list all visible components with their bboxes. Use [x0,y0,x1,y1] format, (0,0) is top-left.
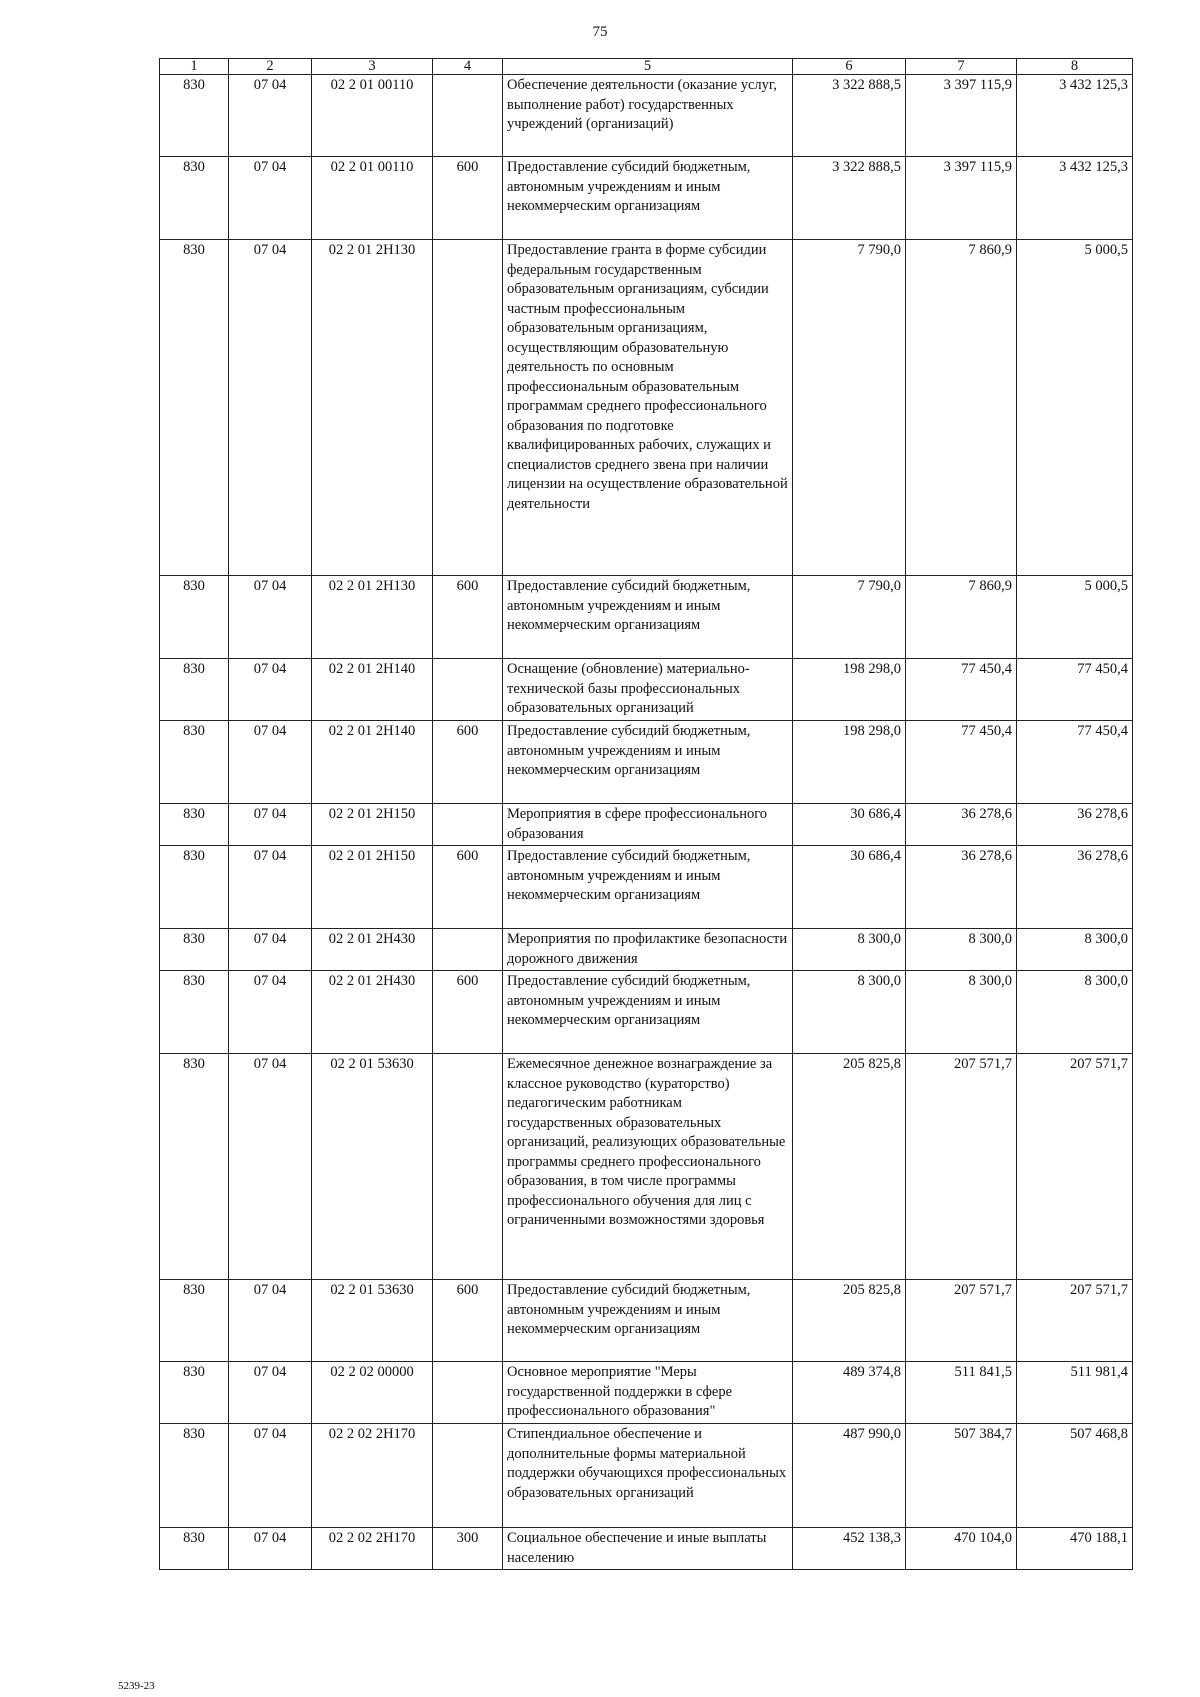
cell-section: 07 04 [229,929,312,971]
budget-table [159,58,1133,1570]
cell-amount-year2: 8 300,0 [906,971,1017,1054]
cell-amount-year1: 205 825,8 [793,1054,906,1280]
cell-admin-code: 830 [160,659,229,721]
cell-expense-type [433,659,503,721]
cell-description: Мероприятия в сфере профессионального образования [503,804,793,846]
cell-amount-year2: 3 397 115,9 [906,157,1017,240]
column-header: 6 [793,59,906,75]
table-row [160,1528,1133,1570]
cell-amount-year3: 470 188,1 [1017,1528,1133,1570]
table-row [160,576,1133,659]
cell-amount-year2: 36 278,6 [906,804,1017,846]
cell-amount-year1: 8 300,0 [793,971,906,1054]
cell-section: 07 04 [229,1362,312,1424]
table-row [160,1362,1133,1424]
cell-target-article: 02 2 01 2Н140 [312,659,433,721]
cell-amount-year2: 3 397 115,9 [906,75,1017,157]
cell-target-article: 02 2 01 2Н150 [312,846,433,929]
cell-amount-year3: 511 981,4 [1017,1362,1133,1424]
cell-amount-year3: 507 468,8 [1017,1424,1133,1528]
cell-description: Оснащение (обновление) материально-технической базы профессиональных образовательных организаций [503,659,793,721]
cell-section: 07 04 [229,1280,312,1362]
cell-expense-type [433,75,503,157]
cell-amount-year1: 30 686,4 [793,804,906,846]
cell-description: Предоставление субсидий бюджетным, автономным учреждениям и иным некоммерческим организациям [503,971,793,1054]
cell-amount-year3: 5 000,5 [1017,240,1133,576]
cell-amount-year3: 77 450,4 [1017,659,1133,721]
cell-amount-year2: 470 104,0 [906,1528,1017,1570]
cell-description: Стипендиальное обеспечение и дополнительные формы материальной поддержки обучающихся профессиональных образовательных организаций [503,1424,793,1528]
cell-amount-year2: 207 571,7 [906,1054,1017,1280]
cell-description: Предоставление субсидий бюджетным, автономным учреждениям и иным некоммерческим организациям [503,576,793,659]
cell-admin-code: 830 [160,1528,229,1570]
document-code: 5239-23 [118,1680,155,1692]
cell-amount-year2: 77 450,4 [906,721,1017,804]
cell-description: Обеспечение деятельности (оказание услуг, выполнение работ) государственных учреждений (организаций) [503,75,793,157]
cell-amount-year1: 198 298,0 [793,721,906,804]
cell-section: 07 04 [229,804,312,846]
cell-section: 07 04 [229,971,312,1054]
cell-amount-year1: 487 990,0 [793,1424,906,1528]
cell-expense-type [433,1424,503,1528]
cell-admin-code: 830 [160,1054,229,1280]
header-row [160,59,1133,75]
table-row [160,240,1133,576]
cell-expense-type [433,1054,503,1280]
cell-target-article: 02 2 02 2Н170 [312,1528,433,1570]
table-row [160,971,1133,1054]
cell-amount-year1: 30 686,4 [793,846,906,929]
cell-amount-year1: 205 825,8 [793,1280,906,1362]
cell-expense-type: 600 [433,971,503,1054]
cell-section: 07 04 [229,1054,312,1280]
cell-amount-year1: 8 300,0 [793,929,906,971]
cell-amount-year1: 3 322 888,5 [793,75,906,157]
cell-amount-year3: 77 450,4 [1017,721,1133,804]
cell-amount-year1: 3 322 888,5 [793,157,906,240]
cell-amount-year2: 7 860,9 [906,576,1017,659]
cell-description: Предоставление субсидий бюджетным, автономным учреждениям и иным некоммерческим организациям [503,846,793,929]
cell-amount-year1: 452 138,3 [793,1528,906,1570]
table-row [160,804,1133,846]
cell-amount-year3: 3 432 125,3 [1017,75,1133,157]
column-header: 3 [312,59,433,75]
cell-amount-year2: 8 300,0 [906,929,1017,971]
table-row [160,846,1133,929]
table-row [160,157,1133,240]
cell-amount-year1: 7 790,0 [793,576,906,659]
column-header: 8 [1017,59,1133,75]
cell-target-article: 02 2 01 00110 [312,157,433,240]
cell-admin-code: 830 [160,929,229,971]
cell-section: 07 04 [229,240,312,576]
cell-admin-code: 830 [160,157,229,240]
cell-section: 07 04 [229,576,312,659]
cell-amount-year3: 5 000,5 [1017,576,1133,659]
cell-expense-type [433,804,503,846]
cell-expense-type: 600 [433,576,503,659]
table-row [160,1280,1133,1362]
cell-target-article: 02 2 01 2Н130 [312,576,433,659]
cell-admin-code: 830 [160,576,229,659]
cell-description: Предоставление субсидий бюджетным, автономным учреждениям и иным некоммерческим организациям [503,721,793,804]
cell-admin-code: 830 [160,240,229,576]
cell-admin-code: 830 [160,721,229,804]
cell-target-article: 02 2 01 2Н430 [312,929,433,971]
cell-amount-year1: 489 374,8 [793,1362,906,1424]
column-header: 7 [906,59,1017,75]
cell-admin-code: 830 [160,75,229,157]
cell-target-article: 02 2 01 53630 [312,1280,433,1362]
cell-expense-type: 600 [433,1280,503,1362]
cell-amount-year3: 207 571,7 [1017,1054,1133,1280]
cell-admin-code: 830 [160,1362,229,1424]
cell-target-article: 02 2 01 2Н150 [312,804,433,846]
cell-amount-year3: 36 278,6 [1017,804,1133,846]
cell-expense-type: 300 [433,1528,503,1570]
cell-amount-year3: 8 300,0 [1017,971,1133,1054]
cell-description: Основное мероприятие "Меры государственной поддержки в сфере профессионального образования" [503,1362,793,1424]
cell-admin-code: 830 [160,1280,229,1362]
table-row [160,659,1133,721]
cell-amount-year2: 207 571,7 [906,1280,1017,1362]
cell-amount-year3: 8 300,0 [1017,929,1133,971]
cell-amount-year2: 507 384,7 [906,1424,1017,1528]
cell-amount-year1: 7 790,0 [793,240,906,576]
cell-amount-year3: 36 278,6 [1017,846,1133,929]
cell-target-article: 02 2 01 2Н430 [312,971,433,1054]
cell-description: Ежемесячное денежное вознаграждение за классное руководство (кураторство) педагогическим работникам государственных образовательных организаций, реализующих образовательные программы среднего профессионального образования, в том числе программы профессионального обучения для лиц с ограниченными возможностями здоровья [503,1054,793,1280]
table-row [160,1424,1133,1528]
cell-target-article: 02 2 02 2Н170 [312,1424,433,1528]
cell-admin-code: 830 [160,971,229,1054]
cell-admin-code: 830 [160,1424,229,1528]
cell-description: Предоставление гранта в форме субсидии федеральным государственным образовательным организациям, субсидии частным профессиональным образовательным организациям, осуществляющим образовательную деятельность по основным профессиональным образовательным программам среднего профессионального образования по подготовке квалифицированных рабочих, служащих и специалистов среднего звена при наличии лицензии на осуществление образовательной деятельности [503,240,793,576]
cell-expense-type: 600 [433,157,503,240]
cell-expense-type [433,929,503,971]
cell-section: 07 04 [229,157,312,240]
cell-expense-type: 600 [433,846,503,929]
cell-expense-type: 600 [433,721,503,804]
cell-amount-year2: 77 450,4 [906,659,1017,721]
cell-section: 07 04 [229,1528,312,1570]
cell-target-article: 02 2 01 53630 [312,1054,433,1280]
cell-section: 07 04 [229,75,312,157]
cell-description: Предоставление субсидий бюджетным, автономным учреждениям и иным некоммерческим организациям [503,157,793,240]
cell-section: 07 04 [229,659,312,721]
cell-target-article: 02 2 01 2Н130 [312,240,433,576]
cell-amount-year3: 3 432 125,3 [1017,157,1133,240]
cell-amount-year3: 207 571,7 [1017,1280,1133,1362]
cell-section: 07 04 [229,1424,312,1528]
column-header: 1 [160,59,229,75]
cell-section: 07 04 [229,846,312,929]
column-header: 4 [433,59,503,75]
table-row [160,1054,1133,1280]
page-number: 75 [592,24,608,40]
cell-target-article: 02 2 02 00000 [312,1362,433,1424]
cell-target-article: 02 2 01 2Н140 [312,721,433,804]
cell-admin-code: 830 [160,804,229,846]
cell-admin-code: 830 [160,846,229,929]
cell-expense-type [433,240,503,576]
cell-description: Предоставление субсидий бюджетным, автономным учреждениям и иным некоммерческим организациям [503,1280,793,1362]
cell-amount-year2: 7 860,9 [906,240,1017,576]
table-row [160,75,1133,157]
cell-description: Социальное обеспечение и иные выплаты населению [503,1528,793,1570]
column-header: 5 [503,59,793,75]
cell-amount-year2: 511 841,5 [906,1362,1017,1424]
cell-expense-type [433,1362,503,1424]
table-row [160,721,1133,804]
cell-amount-year2: 36 278,6 [906,846,1017,929]
cell-section: 07 04 [229,721,312,804]
cell-amount-year1: 198 298,0 [793,659,906,721]
cell-description: Мероприятия по профилактике безопасности дорожного движения [503,929,793,971]
column-header: 2 [229,59,312,75]
cell-target-article: 02 2 01 00110 [312,75,433,157]
table-row [160,929,1133,971]
